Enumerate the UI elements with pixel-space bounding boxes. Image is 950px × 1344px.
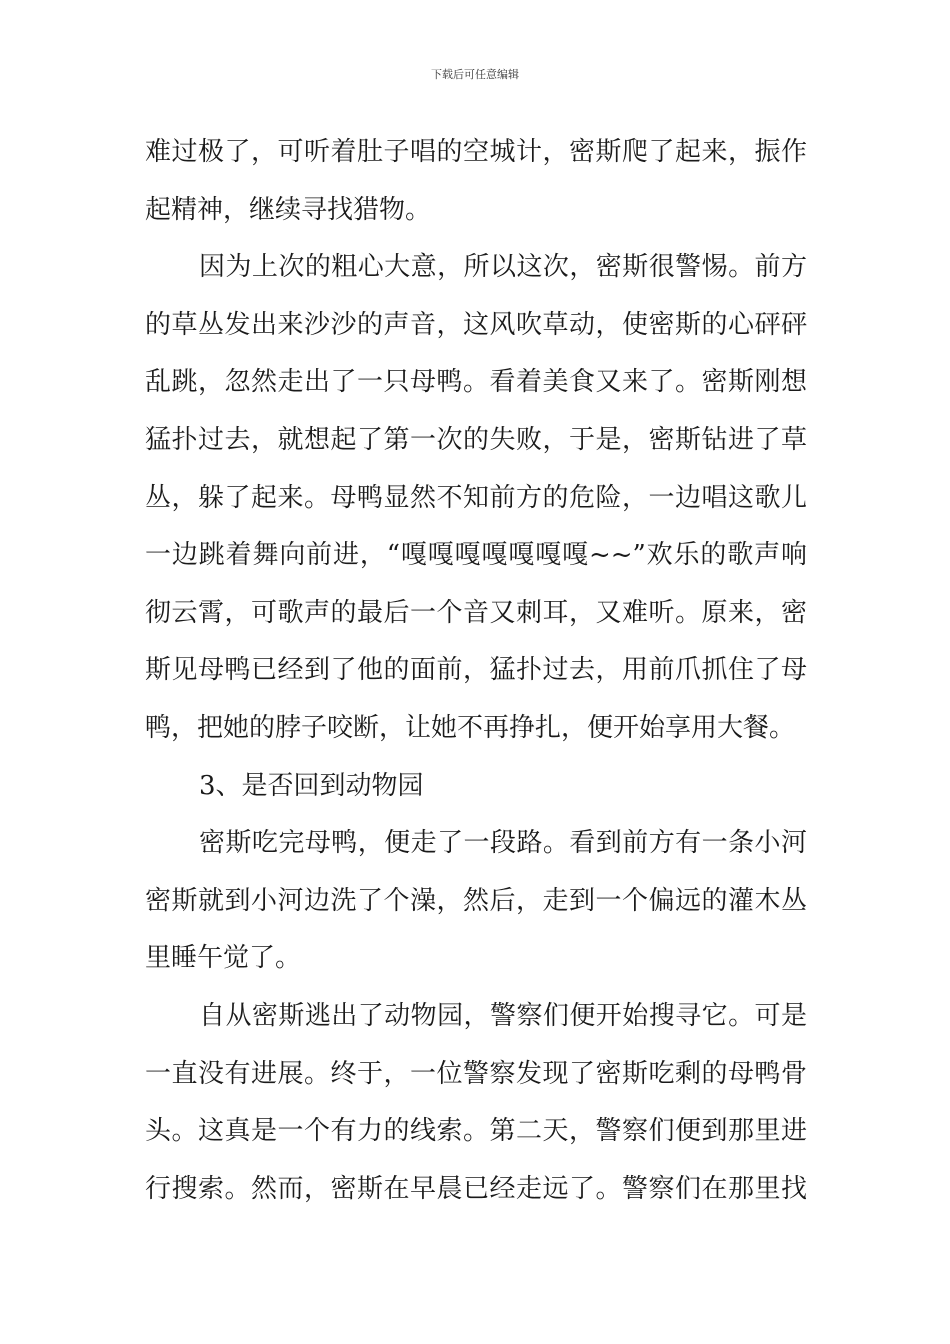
text-line: 3、是否回到动物园 (199, 770, 424, 801)
text-line: 难过极了，可听着肚子唱的空城计，密斯爬了起来，振作 (145, 137, 807, 167)
document-body (145, 124, 807, 1218)
text-line: 彻云霄，可歌声的最后一个音又刺耳，又难听。原来，密 (145, 597, 807, 628)
text-line: 乱跳，忽然走出了一只母鸭。看着美食又来了。密斯刚想 (145, 367, 807, 398)
text-line: 头。这真是一个有力的线索。第二天，警察们便到那里进 (145, 1116, 807, 1147)
text-line: 斯见母鸭已经到了他的面前，猛扑过去，用前爪抓住了母 (145, 655, 807, 686)
text-line: 鸭，把她的脖子咬断，让她不再挣扎，便开始享用大餐。 (145, 712, 796, 743)
text-line: 因为上次的粗心大意，所以这次，密斯很警惕。前方 (199, 252, 807, 283)
text-line: 行搜索。然而，密斯在早晨已经走远了。警察们在那里找 (145, 1173, 807, 1204)
text-line: 的草丛发出来沙沙的声音，这风吹草动，使密斯的心砰砰 (145, 309, 807, 340)
page-header: 下载后可任意编辑 (431, 68, 519, 81)
text-line: 自从密斯逃出了动物园，警察们便开始搜寻它。可是 (199, 1000, 807, 1031)
text-line: 起精神，继续寻找猎物。 (145, 194, 432, 225)
text-line: 一边跳着舞向前进，“嘎嘎嘎嘎嘎嘎嘎~~”欢乐的歌声响 (145, 540, 807, 571)
text-line: 猛扑过去，就想起了第一次的失败，于是，密斯钻进了草 (145, 424, 807, 455)
text-line: 一直没有进展。终于，一位警察发现了密斯吃剩的母鸭骨 (145, 1058, 807, 1089)
text-line: 丛，躲了起来。母鸭显然不知前方的危险，一边唱这歌儿 (145, 482, 807, 513)
text-line: 密斯就到小河边洗了个澡，然后，走到一个偏远的灌木丛 (145, 885, 807, 916)
text-line: 里睡午觉了。 (145, 943, 302, 974)
text-line: 密斯吃完母鸭，便走了一段路。看到前方有一条小河 (199, 828, 807, 859)
